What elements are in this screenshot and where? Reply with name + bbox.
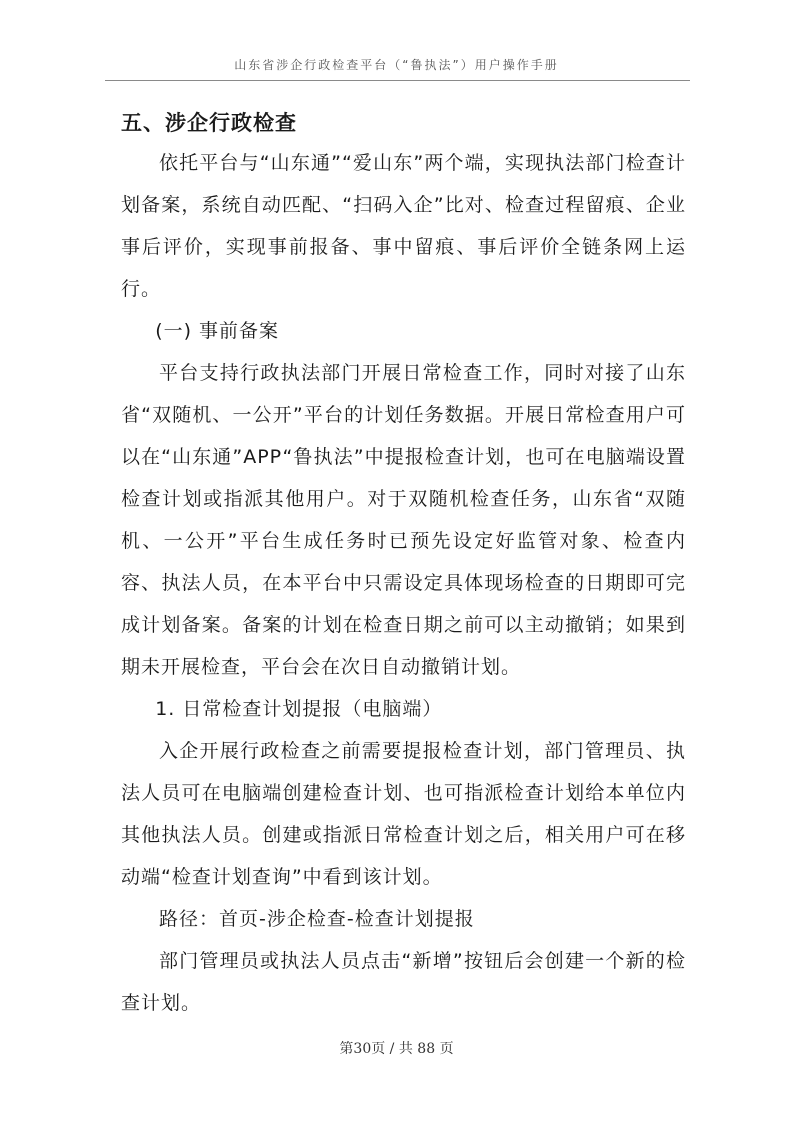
- running-header: 山东省涉企行政检查平台（“鲁执法”）用户操作手册: [234, 58, 559, 72]
- section-heading: 五、涉企行政检查: [121, 111, 297, 135]
- section-intro-paragraph: 依托平台与“山东通”“爱山东”两个端，实现执法部门检查计划备案，系统自动匹配、“扫码入企”比对、检查过程留痕、企业事后评价，实现事前报备、事中留痕、事后评价全链条网上运行。: [121, 152, 686, 300]
- subsection-paragraph: 平台支持行政执法部门开展日常检查工作，同时对接了山东省“双随机、一公开”平台的计划任务数据。开展日常检查用户可以在“山东通”APP“鲁执法”中提报检查计划，也可在电脑端设置检查计划或指派其他用户。对于双随机检查任务，山东省“双随机、一公开”平台生成任务时已预先设定好监管对象、检查内容、执法人员，在本平台中只需设定具体现场检查的日期即可完成计划备案。备案的计划在检查日期之前可以主动撤销；如果到期未开展检查，平台会在次日自动撤销计划。: [121, 362, 686, 678]
- page-content: [121, 92, 686, 1024]
- header-divider: [105, 80, 690, 81]
- page-number: 第30页 / 共 88 页: [339, 1041, 454, 1057]
- action-paragraph: 部门管理员或执法人员点击“新增”按钮后会创建一个新的检查计划。: [121, 950, 686, 1014]
- item-paragraph: 入企开展行政检查之前需要提报检查计划，部门管理员、执法人员可在电脑端创建检查计划、也可指派检查计划给本单位内其他执法人员。创建或指派日常检查计划之后，相关用户可在移动端“检查计划查询”中看到该计划。: [121, 740, 686, 888]
- navigation-path: 路径：首页-涉企检查-检查计划提报: [159, 908, 475, 930]
- subsection-heading: (一) 事前备案: [155, 320, 280, 342]
- item-heading: 1. 日常检查计划提报（电脑端）: [155, 698, 443, 720]
